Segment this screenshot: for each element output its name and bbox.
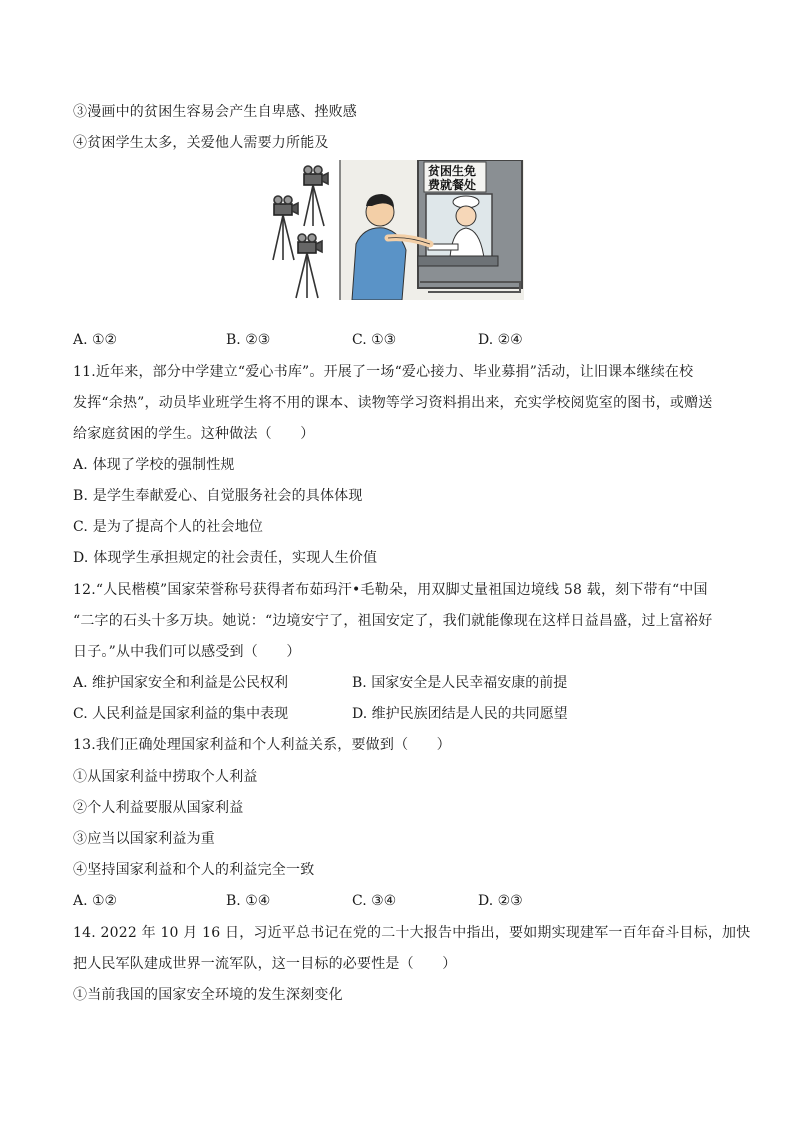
q13-option-a[interactable]: A. ①②	[73, 893, 118, 909]
sign-line-1: 贫困生免	[428, 164, 477, 178]
q14-stem-line-2: 把人民军队建成世界一流军队，这一目标的必要性是（ ）	[73, 956, 457, 972]
q13-option-d[interactable]: D. ②③	[478, 893, 523, 909]
q13-item-4: ④坚持国家利益和个人的利益完全一致	[73, 862, 315, 878]
q13-option-b[interactable]: B. ①④	[226, 893, 271, 909]
q14-item-1: ①当前我国的国家安全环境的发生深刻变化	[73, 987, 343, 1003]
cartoon-illustration	[268, 160, 524, 300]
q11-option-d[interactable]: D. 体现学生承担规定的社会责任，实现人生价值	[73, 550, 378, 566]
q12-option-c[interactable]: C. 人民利益是国家利益的集中表现	[73, 706, 289, 722]
sign-line-2: 费就餐处	[428, 178, 477, 192]
q13-item-1: ①从国家利益中捞取个人利益	[73, 769, 258, 785]
q13-item-3: ③应当以国家利益为重	[73, 831, 215, 847]
q10-option-a[interactable]: A. ①②	[73, 332, 118, 348]
q11-option-b[interactable]: B. 是学生奉献爱心、自觉服务社会的具体体现	[73, 488, 363, 504]
q10-statement-3: ③漫画中的贫困生容易会产生自卑感、挫败感	[73, 104, 357, 120]
q14-stem-line-1: 14. 2022 年 10 月 16 日，习近平总书记在党的二十大报告中指出，要如期实现建军一百年奋斗目标，加快	[73, 925, 751, 941]
q10-statement-4: ④贫困学生太多，关爱他人需要力所能及	[73, 135, 329, 151]
q10-option-d[interactable]: D. ②④	[478, 332, 523, 348]
q11-option-c[interactable]: C. 是为了提高个人的社会地位	[73, 519, 264, 535]
q13-option-c[interactable]: C. ③④	[352, 893, 397, 909]
q13-item-2: ②个人利益要服从国家利益	[73, 800, 244, 816]
q12-stem-line-2: “二字的石头十多万块。她说：“边境安宁了，祖国安定了，我们就能像现在这样日益昌盛，过上富裕好	[73, 613, 713, 629]
q10-option-b[interactable]: B. ②③	[226, 332, 271, 348]
q12-option-d[interactable]: D. 维护民族团结是人民的共同愿望	[352, 706, 568, 722]
q12-option-b[interactable]: B. 国家安全是人民幸福安康的前提	[352, 675, 568, 691]
q12-stem-line-3: 日子。”从中我们可以感受到（ ）	[73, 644, 301, 660]
q11-stem-line-2: 发挥“余热”，动员毕业班学生将不用的课本、读物等学习资料捐出来，充实学校阅览室的图书，或赠送	[73, 395, 713, 411]
q13-stem: 13.我们正确处理国家利益和个人利益关系，要做到（ ）	[73, 737, 451, 753]
q11-stem-line-1: 11.近年来，部分中学建立“爱心书库”。开展了一场“爱心接力、毕业募捐”活动，让旧课本继续在校	[73, 364, 694, 380]
q11-option-a[interactable]: A. 体现了学校的强制性规	[73, 457, 235, 473]
video-camera-icon	[304, 166, 328, 226]
q10-option-c[interactable]: C. ①③	[352, 332, 397, 348]
video-camera-icon	[273, 196, 298, 260]
video-camera-icon	[296, 234, 322, 298]
q11-stem-line-3: 给家庭贫困的学生。这种做法（ ）	[73, 426, 315, 442]
q12-stem-line-1: 12.“人民楷模”国家荣誉称号获得者布茹玛汗•毛勒朵，用双脚丈量祖国边境线 58 载，刻下带有“中国	[73, 582, 708, 598]
q12-option-a[interactable]: A. 维护国家安全和利益是公民权利	[73, 675, 289, 691]
